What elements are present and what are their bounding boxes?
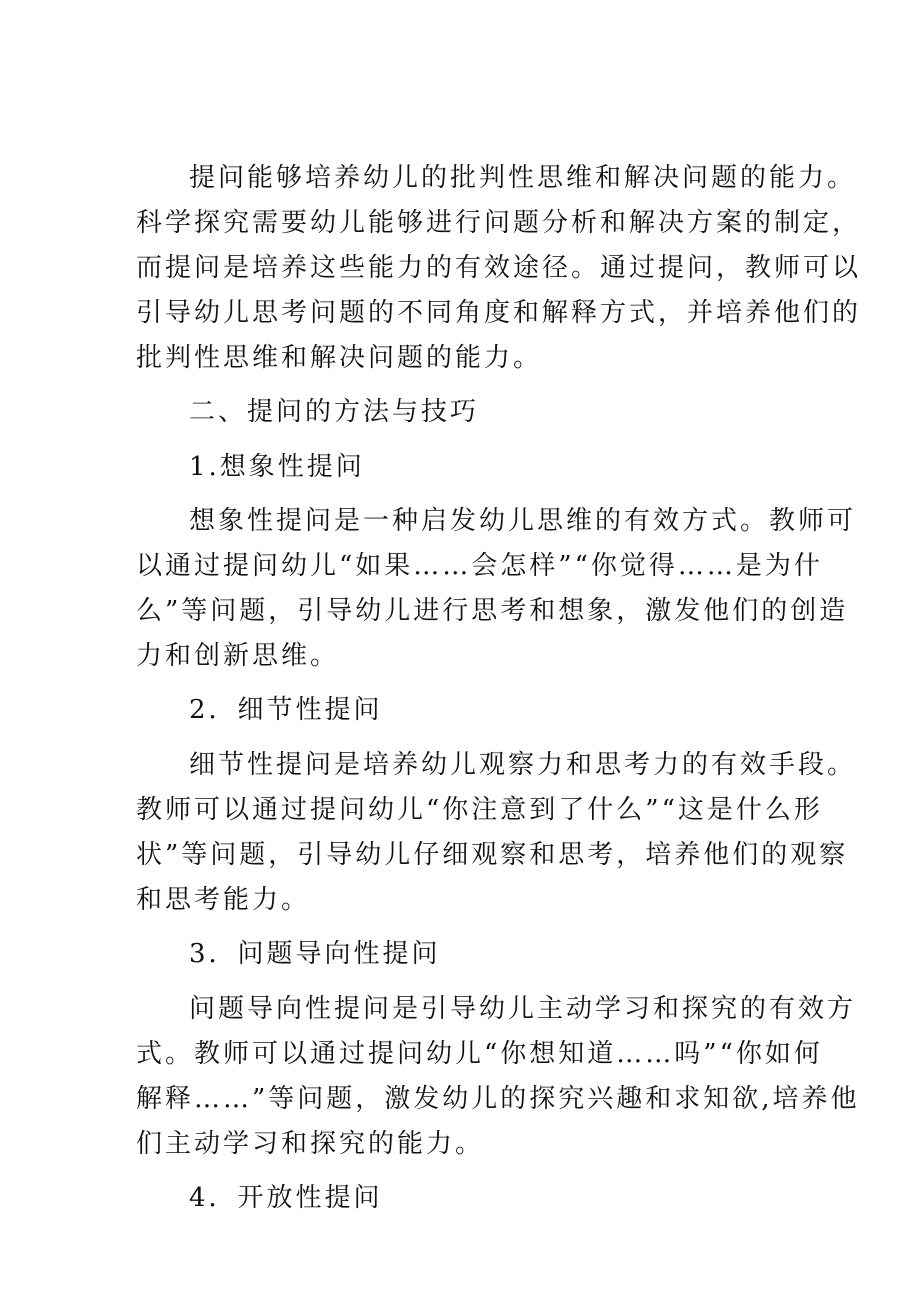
paragraph-line: 式。教师可以通过提问幼儿“你想知道……吗”“你如何 xyxy=(136,1039,823,1069)
paragraph-line: 力和创新思维。 xyxy=(136,641,340,671)
subsection-heading: 3．问题导向性提问 xyxy=(189,939,441,969)
paragraph-line: 提问能够培养幼儿的批判性思维和解决问题的能力。 xyxy=(189,163,857,193)
paragraph-line: 细节性提问是培养幼儿观察力和思考力的有效手段。 xyxy=(189,750,857,780)
paragraph-line: 问题导向性提问是引导幼儿主动学习和探究的有效方 xyxy=(189,994,857,1024)
paragraph-line: 和思考能力。 xyxy=(136,885,311,915)
paragraph-line: 批判性思维和解决问题的能力。 xyxy=(136,343,543,373)
paragraph-line: 解释……”等问题，激发幼儿的探究兴趣和求知欲,培养他 xyxy=(136,1084,860,1114)
subsection-heading: 2．细节性提问 xyxy=(189,695,383,725)
paragraph-line: 以通过提问幼儿“如果……会怎样”“你觉得……是为什 xyxy=(136,551,823,581)
paragraph-line: 科学探究需要幼儿能够进行问题分析和解决方案的制定， xyxy=(136,208,862,238)
paragraph-line: 想象性提问是一种启发幼儿思维的有效方式。教师可 xyxy=(189,506,857,536)
section-heading: 二、提问的方法与技巧 xyxy=(189,397,480,427)
subsection-heading: 1.想象性提问 xyxy=(189,452,365,482)
paragraph-line: 引导幼儿思考问题的不同角度和解释方式，并培养他们的 xyxy=(136,298,862,328)
paragraph-line: 么”等问题，引导幼儿进行思考和想象，激发他们的创造 xyxy=(136,596,849,626)
paragraph-line: 们主动学习和探究的能力。 xyxy=(136,1129,485,1159)
subsection-heading: 4．开放性提问 xyxy=(189,1183,383,1213)
paragraph-line: 教师可以通过提问幼儿“你注意到了什么”“这是什么形 xyxy=(136,795,823,825)
paragraph-line: 而提问是培养这些能力的有效途径。通过提问，教师可以 xyxy=(136,253,862,283)
paragraph-line: 状”等问题，引导幼儿仔细观察和思考，培养他们的观察 xyxy=(136,840,849,870)
